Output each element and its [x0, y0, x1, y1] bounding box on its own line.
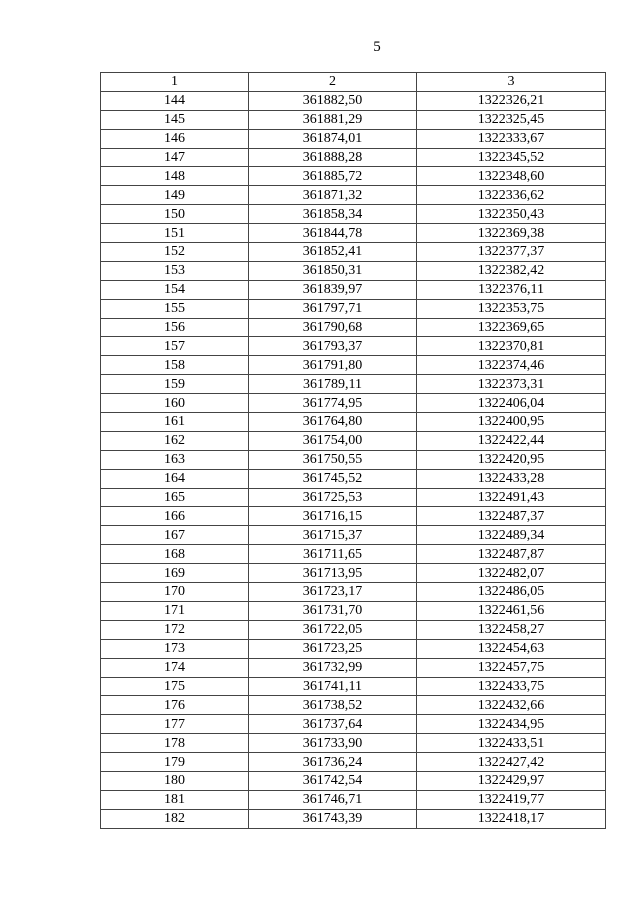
point-number-cell: 159 — [101, 375, 249, 394]
point-number-cell: 154 — [101, 280, 249, 299]
x-coordinate-cell: 361850,31 — [249, 261, 417, 280]
point-number-cell: 156 — [101, 318, 249, 337]
point-number-cell: 152 — [101, 243, 249, 262]
x-coordinate-cell: 361746,71 — [249, 790, 417, 809]
x-coordinate-cell: 361736,24 — [249, 753, 417, 772]
table-row — [101, 129, 606, 148]
table-row — [101, 205, 606, 224]
x-coordinate-cell: 361738,52 — [249, 696, 417, 715]
y-coordinate-cell: 1322353,75 — [417, 299, 606, 318]
x-coordinate-cell: 361852,41 — [249, 243, 417, 262]
table-body — [101, 91, 606, 828]
y-coordinate-cell: 1322461,56 — [417, 601, 606, 620]
point-number-cell: 148 — [101, 167, 249, 186]
y-coordinate-cell: 1322336,62 — [417, 186, 606, 205]
point-number-cell: 166 — [101, 507, 249, 526]
point-number-cell: 145 — [101, 110, 249, 129]
point-number-cell: 172 — [101, 620, 249, 639]
table-row — [101, 356, 606, 375]
y-coordinate-cell: 1322325,45 — [417, 110, 606, 129]
x-coordinate-cell: 361791,80 — [249, 356, 417, 375]
point-number-cell: 150 — [101, 205, 249, 224]
y-coordinate-cell: 1322348,60 — [417, 167, 606, 186]
table-row — [101, 375, 606, 394]
table-row — [101, 431, 606, 450]
y-coordinate-cell: 1322433,28 — [417, 469, 606, 488]
x-coordinate-cell: 361797,71 — [249, 299, 417, 318]
y-coordinate-cell: 1322429,97 — [417, 771, 606, 790]
point-number-cell: 161 — [101, 413, 249, 432]
point-number-cell: 167 — [101, 526, 249, 545]
table-row — [101, 167, 606, 186]
table-row — [101, 809, 606, 828]
column-header-1: 1 — [101, 73, 249, 92]
point-number-cell: 174 — [101, 658, 249, 677]
point-number-cell: 178 — [101, 734, 249, 753]
x-coordinate-cell: 361731,70 — [249, 601, 417, 620]
table-row — [101, 677, 606, 696]
table-row — [101, 564, 606, 583]
y-coordinate-cell: 1322432,66 — [417, 696, 606, 715]
y-coordinate-cell: 1322345,52 — [417, 148, 606, 167]
x-coordinate-cell: 361764,80 — [249, 413, 417, 432]
x-coordinate-cell: 361743,39 — [249, 809, 417, 828]
x-coordinate-cell: 361716,15 — [249, 507, 417, 526]
y-coordinate-cell: 1322420,95 — [417, 450, 606, 469]
x-coordinate-cell: 361750,55 — [249, 450, 417, 469]
x-coordinate-cell: 361774,95 — [249, 394, 417, 413]
table-row — [101, 545, 606, 564]
header-row — [101, 73, 606, 92]
y-coordinate-cell: 1322486,05 — [417, 583, 606, 602]
table-row — [101, 620, 606, 639]
y-coordinate-cell: 1322418,17 — [417, 809, 606, 828]
x-coordinate-cell: 361713,95 — [249, 564, 417, 583]
table-row — [101, 526, 606, 545]
point-number-cell: 158 — [101, 356, 249, 375]
y-coordinate-cell: 1322350,43 — [417, 205, 606, 224]
y-coordinate-cell: 1322433,75 — [417, 677, 606, 696]
x-coordinate-cell: 361882,50 — [249, 91, 417, 110]
table-row — [101, 601, 606, 620]
y-coordinate-cell: 1322419,77 — [417, 790, 606, 809]
x-coordinate-cell: 361745,52 — [249, 469, 417, 488]
table-row — [101, 186, 606, 205]
x-coordinate-cell: 361723,17 — [249, 583, 417, 602]
y-coordinate-cell: 1322373,31 — [417, 375, 606, 394]
y-coordinate-cell: 1322377,37 — [417, 243, 606, 262]
column-header-3: 3 — [417, 73, 606, 92]
table-row — [101, 110, 606, 129]
x-coordinate-cell: 361742,54 — [249, 771, 417, 790]
point-number-cell: 176 — [101, 696, 249, 715]
y-coordinate-cell: 1322400,95 — [417, 413, 606, 432]
x-coordinate-cell: 361741,11 — [249, 677, 417, 696]
point-number-cell: 160 — [101, 394, 249, 413]
point-number-cell: 180 — [101, 771, 249, 790]
x-coordinate-cell: 361839,97 — [249, 280, 417, 299]
x-coordinate-cell: 361711,65 — [249, 545, 417, 564]
x-coordinate-cell: 361871,32 — [249, 186, 417, 205]
y-coordinate-cell: 1322427,42 — [417, 753, 606, 772]
table-row — [101, 450, 606, 469]
x-coordinate-cell: 361885,72 — [249, 167, 417, 186]
point-number-cell: 155 — [101, 299, 249, 318]
y-coordinate-cell: 1322487,37 — [417, 507, 606, 526]
x-coordinate-cell: 361722,05 — [249, 620, 417, 639]
y-coordinate-cell: 1322482,07 — [417, 564, 606, 583]
y-coordinate-cell: 1322326,21 — [417, 91, 606, 110]
point-number-cell: 171 — [101, 601, 249, 620]
column-header-2: 2 — [249, 73, 417, 92]
point-number-cell: 173 — [101, 639, 249, 658]
y-coordinate-cell: 1322491,43 — [417, 488, 606, 507]
point-number-cell: 149 — [101, 186, 249, 205]
point-number-cell: 153 — [101, 261, 249, 280]
x-coordinate-cell: 361790,68 — [249, 318, 417, 337]
y-coordinate-cell: 1322433,51 — [417, 734, 606, 753]
y-coordinate-cell: 1322454,63 — [417, 639, 606, 658]
x-coordinate-cell: 361723,25 — [249, 639, 417, 658]
x-coordinate-cell: 361789,11 — [249, 375, 417, 394]
y-coordinate-cell: 1322374,46 — [417, 356, 606, 375]
x-coordinate-cell: 361725,53 — [249, 488, 417, 507]
x-coordinate-cell: 361844,78 — [249, 224, 417, 243]
x-coordinate-cell: 361732,99 — [249, 658, 417, 677]
y-coordinate-cell: 1322457,75 — [417, 658, 606, 677]
table-row — [101, 299, 606, 318]
y-coordinate-cell: 1322333,67 — [417, 129, 606, 148]
table-row — [101, 413, 606, 432]
table-row — [101, 469, 606, 488]
table-row — [101, 261, 606, 280]
table-row — [101, 243, 606, 262]
table-row — [101, 696, 606, 715]
x-coordinate-cell: 361858,34 — [249, 205, 417, 224]
y-coordinate-cell: 1322406,04 — [417, 394, 606, 413]
point-number-cell: 181 — [101, 790, 249, 809]
table-row — [101, 753, 606, 772]
point-number-cell: 165 — [101, 488, 249, 507]
point-number-cell: 147 — [101, 148, 249, 167]
point-number-cell: 179 — [101, 753, 249, 772]
y-coordinate-cell: 1322369,65 — [417, 318, 606, 337]
point-number-cell: 175 — [101, 677, 249, 696]
x-coordinate-cell: 361881,29 — [249, 110, 417, 129]
table-row — [101, 394, 606, 413]
point-number-cell: 164 — [101, 469, 249, 488]
table-row — [101, 658, 606, 677]
table-row — [101, 148, 606, 167]
y-coordinate-cell: 1322489,34 — [417, 526, 606, 545]
point-number-cell: 170 — [101, 583, 249, 602]
point-number-cell: 162 — [101, 431, 249, 450]
x-coordinate-cell: 361793,37 — [249, 337, 417, 356]
point-number-cell: 151 — [101, 224, 249, 243]
y-coordinate-cell: 1322487,87 — [417, 545, 606, 564]
point-number-cell: 182 — [101, 809, 249, 828]
y-coordinate-cell: 1322458,27 — [417, 620, 606, 639]
y-coordinate-cell: 1322382,42 — [417, 261, 606, 280]
y-coordinate-cell: 1322434,95 — [417, 715, 606, 734]
table-row — [101, 583, 606, 602]
x-coordinate-cell: 361888,28 — [249, 148, 417, 167]
point-number-cell: 146 — [101, 129, 249, 148]
y-coordinate-cell: 1322369,38 — [417, 224, 606, 243]
table-row — [101, 337, 606, 356]
table-row — [101, 507, 606, 526]
x-coordinate-cell: 361874,01 — [249, 129, 417, 148]
point-number-cell: 144 — [101, 91, 249, 110]
x-coordinate-cell: 361737,64 — [249, 715, 417, 734]
y-coordinate-cell: 1322370,81 — [417, 337, 606, 356]
table-header — [101, 73, 606, 92]
page-number: 5 — [373, 39, 381, 55]
point-number-cell: 177 — [101, 715, 249, 734]
point-number-cell: 169 — [101, 564, 249, 583]
table-row — [101, 771, 606, 790]
point-number-cell: 163 — [101, 450, 249, 469]
x-coordinate-cell: 361715,37 — [249, 526, 417, 545]
table-row — [101, 280, 606, 299]
table-row — [101, 639, 606, 658]
table-row — [101, 318, 606, 337]
table-row — [101, 790, 606, 809]
table-row — [101, 715, 606, 734]
y-coordinate-cell: 1322376,11 — [417, 280, 606, 299]
y-coordinate-cell: 1322422,44 — [417, 431, 606, 450]
coordinates-table — [100, 72, 606, 829]
table-row — [101, 488, 606, 507]
x-coordinate-cell: 361733,90 — [249, 734, 417, 753]
table-row — [101, 224, 606, 243]
point-number-cell: 157 — [101, 337, 249, 356]
point-number-cell: 168 — [101, 545, 249, 564]
table-row — [101, 734, 606, 753]
table-row — [101, 91, 606, 110]
x-coordinate-cell: 361754,00 — [249, 431, 417, 450]
